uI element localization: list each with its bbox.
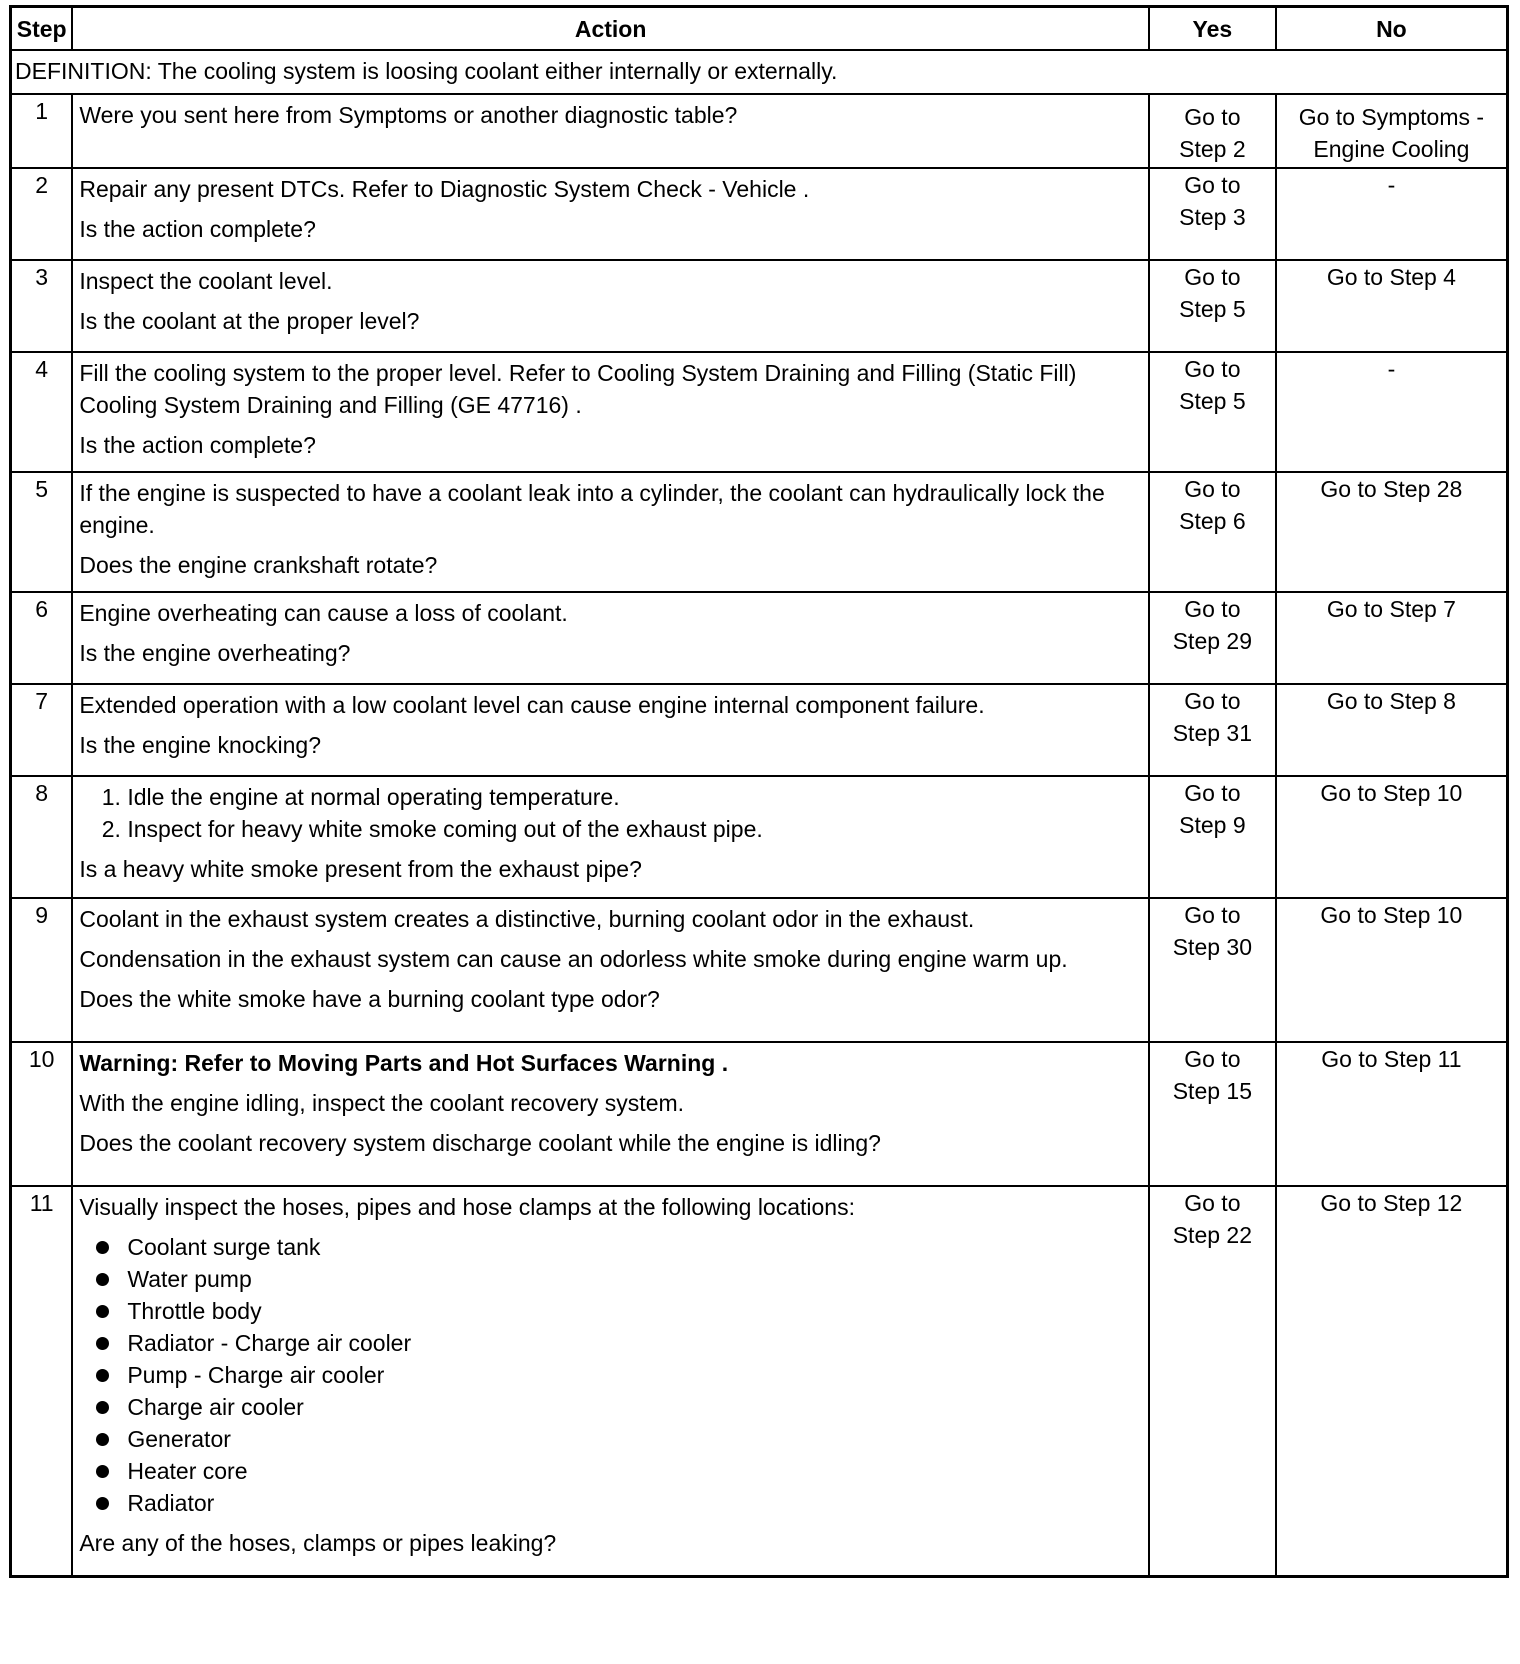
yes-link[interactable]: Go to xyxy=(1184,902,1241,928)
no-link[interactable]: Go to Step 7 xyxy=(1326,596,1456,622)
table-row xyxy=(11,94,1508,168)
no-link[interactable]: Go to Step 28 xyxy=(1320,476,1463,502)
action-text: Coolant in the exhaust system creates a distinctive, burning coolant odor in the exhaust. xyxy=(79,906,975,932)
yes-link-step[interactable]: Step 15 xyxy=(1172,1078,1253,1104)
step-number: 7 xyxy=(11,684,73,776)
yes-cell xyxy=(1149,168,1276,260)
yes-link[interactable]: Go to xyxy=(1184,1190,1241,1216)
step-number: 1 xyxy=(11,94,73,168)
yes-link-step[interactable]: Step 22 xyxy=(1172,1222,1253,1248)
yes-link-step[interactable]: Step 2 xyxy=(1179,136,1246,162)
no-link-cont[interactable]: Engine Cooling xyxy=(1313,136,1470,162)
step-number: 6 xyxy=(11,592,73,684)
no-value: - xyxy=(1387,356,1396,382)
no-cell xyxy=(1276,260,1508,352)
yes-link[interactable]: Go to xyxy=(1184,356,1241,382)
yes-link-step[interactable]: Step 30 xyxy=(1172,934,1253,960)
yes-link[interactable]: Go to xyxy=(1184,104,1241,130)
action-text: Were you sent here from Symptoms or another diagnostic table? xyxy=(79,102,738,128)
no-link[interactable]: Go to Step 11 xyxy=(1321,1046,1462,1072)
action-text: If the engine is suspected to have a coolant leak into a cylinder, the coolant can hydraulically lock the engine. xyxy=(79,480,1112,538)
action-cell xyxy=(72,684,1149,776)
action-text: Fill the cooling system to the proper level. Refer to Cooling System Draining and Filling (Static Fill) Cooling System Draining and Filling (GE 47716) . xyxy=(79,360,1083,418)
yes-link[interactable]: Go to xyxy=(1184,596,1241,622)
yes-link[interactable]: Go to xyxy=(1184,264,1241,290)
action-text: Extended operation with a low coolant level can cause engine internal component failure. xyxy=(79,692,985,718)
action-cell xyxy=(72,168,1149,260)
no-link[interactable]: Go to Step 8 xyxy=(1326,688,1456,714)
yes-cell xyxy=(1149,592,1276,684)
action-question: Is the action complete? xyxy=(79,432,316,458)
table-row xyxy=(11,472,1508,592)
action-text: Condensation in the exhaust system can cause an odorless white smoke during engine warm up. xyxy=(79,946,1068,972)
table-row xyxy=(11,260,1508,352)
yes-cell xyxy=(1149,472,1276,592)
list-item: Heater core xyxy=(127,1455,1142,1487)
list-item: Throttle body xyxy=(127,1295,1142,1327)
step-number: 11 xyxy=(11,1186,73,1576)
yes-link-step[interactable]: Step 29 xyxy=(1172,628,1253,654)
no-link[interactable]: Go to Step 10 xyxy=(1320,902,1463,928)
no-cell xyxy=(1276,592,1508,684)
step-number: 9 xyxy=(11,898,73,1042)
list-item: Radiator - Charge air cooler xyxy=(127,1327,1142,1359)
step-number: 10 xyxy=(11,1042,73,1186)
table-row xyxy=(11,1042,1508,1186)
yes-cell xyxy=(1149,684,1276,776)
action-text: Inspect the coolant level. xyxy=(79,268,333,294)
yes-link-step[interactable]: Step 6 xyxy=(1179,508,1246,534)
no-cell xyxy=(1276,1186,1508,1576)
yes-cell xyxy=(1149,776,1276,898)
yes-cell xyxy=(1149,898,1276,1042)
header-action: Action xyxy=(72,7,1149,51)
no-cell xyxy=(1276,684,1508,776)
action-question: Does the engine crankshaft rotate? xyxy=(79,552,438,578)
table-row xyxy=(11,592,1508,684)
yes-link[interactable]: Go to xyxy=(1184,476,1241,502)
action-question: Does the coolant recovery system discharge coolant while the engine is idling? xyxy=(79,1130,881,1156)
no-cell xyxy=(1276,94,1508,168)
action-question: Does the white smoke have a burning coolant type odor? xyxy=(79,986,660,1012)
list-item: Radiator xyxy=(127,1487,1142,1519)
table-row xyxy=(11,684,1508,776)
no-value: - xyxy=(1387,172,1396,198)
action-text: Visually inspect the hoses, pipes and hose clamps at the following locations: xyxy=(79,1194,855,1220)
yes-cell xyxy=(1149,1042,1276,1186)
action-question: Is a heavy white smoke present from the exhaust pipe? xyxy=(79,856,642,882)
action-question: Are any of the hoses, clamps or pipes leaking? xyxy=(79,1530,557,1556)
no-cell xyxy=(1276,472,1508,592)
table-row xyxy=(11,776,1508,898)
action-text: Engine overheating can cause a loss of coolant. xyxy=(79,600,568,626)
step-number: 3 xyxy=(11,260,73,352)
yes-link[interactable]: Go to xyxy=(1184,688,1241,714)
list-item: Pump - Charge air cooler xyxy=(127,1359,1142,1391)
action-text: With the engine idling, inspect the coolant recovery system. xyxy=(79,1090,685,1116)
step-number: 5 xyxy=(11,472,73,592)
list-item: Water pump xyxy=(127,1263,1142,1295)
step-number: 2 xyxy=(11,168,73,260)
definition-row xyxy=(11,50,1508,94)
no-link[interactable]: Go to Symptoms - xyxy=(1298,104,1485,130)
list-item: Charge air cooler xyxy=(127,1391,1142,1423)
step-number: 8 xyxy=(11,776,73,898)
header-no: No xyxy=(1276,7,1508,51)
action-cell xyxy=(72,352,1149,472)
yes-link-step[interactable]: Step 5 xyxy=(1179,388,1246,414)
action-cell xyxy=(72,1186,1149,1576)
yes-cell xyxy=(1149,260,1276,352)
header-step: Step xyxy=(11,7,73,51)
action-cell xyxy=(72,592,1149,684)
list-item: 2. Inspect for heavy white smoke coming out of the exhaust pipe. xyxy=(127,813,1142,845)
action-question: Is the engine knocking? xyxy=(79,732,322,758)
yes-link[interactable]: Go to xyxy=(1184,1046,1241,1072)
action-question: Is the engine overheating? xyxy=(79,640,351,666)
action-cell xyxy=(72,776,1149,898)
action-text: Repair any present DTCs. Refer to Diagnostic System Check - Vehicle . xyxy=(79,176,810,202)
yes-cell xyxy=(1149,1186,1276,1576)
yes-link[interactable]: Go to xyxy=(1184,780,1241,806)
no-link[interactable]: Go to Step 12 xyxy=(1320,1190,1463,1216)
yes-link-step[interactable]: Step 5 xyxy=(1179,296,1246,322)
no-cell xyxy=(1276,776,1508,898)
no-cell xyxy=(1276,898,1508,1042)
diagnostic-table xyxy=(9,5,1509,1578)
action-cell xyxy=(72,472,1149,592)
table-row xyxy=(11,352,1508,472)
list-item: 1. Idle the engine at normal operating temperature. xyxy=(127,781,1142,813)
table-row xyxy=(11,898,1508,1042)
no-link[interactable]: Go to Step 10 xyxy=(1320,780,1463,806)
list-item: Generator xyxy=(127,1423,1142,1455)
action-question: Is the coolant at the proper level? xyxy=(79,308,420,334)
bullet-list xyxy=(79,1231,1142,1519)
no-link[interactable]: Go to Step 4 xyxy=(1326,264,1456,290)
action-cell xyxy=(72,94,1149,168)
action-cell xyxy=(72,260,1149,352)
definition-text: DEFINITION: The cooling system is loosing coolant either internally or externally. xyxy=(11,50,1508,94)
list-item: Coolant surge tank xyxy=(127,1231,1142,1263)
table-row xyxy=(11,168,1508,260)
yes-cell xyxy=(1149,352,1276,472)
warning-text: Warning: Refer to Moving Parts and Hot Surfaces Warning . xyxy=(79,1050,729,1076)
yes-link[interactable]: Go to xyxy=(1184,172,1241,198)
action-cell xyxy=(72,1042,1149,1186)
action-question: Is the action complete? xyxy=(79,216,316,242)
step-number: 4 xyxy=(11,352,73,472)
yes-link-step[interactable]: Step 31 xyxy=(1172,720,1253,746)
yes-link-step[interactable]: Step 3 xyxy=(1179,204,1246,230)
yes-link-step[interactable]: Step 9 xyxy=(1179,812,1246,838)
no-cell xyxy=(1276,352,1508,472)
yes-cell xyxy=(1149,94,1276,168)
no-cell xyxy=(1276,168,1508,260)
no-cell xyxy=(1276,1042,1508,1186)
numbered-list xyxy=(79,781,1142,845)
action-cell xyxy=(72,898,1149,1042)
header-row xyxy=(11,7,1508,51)
table-row xyxy=(11,1186,1508,1576)
header-yes: Yes xyxy=(1149,7,1276,51)
